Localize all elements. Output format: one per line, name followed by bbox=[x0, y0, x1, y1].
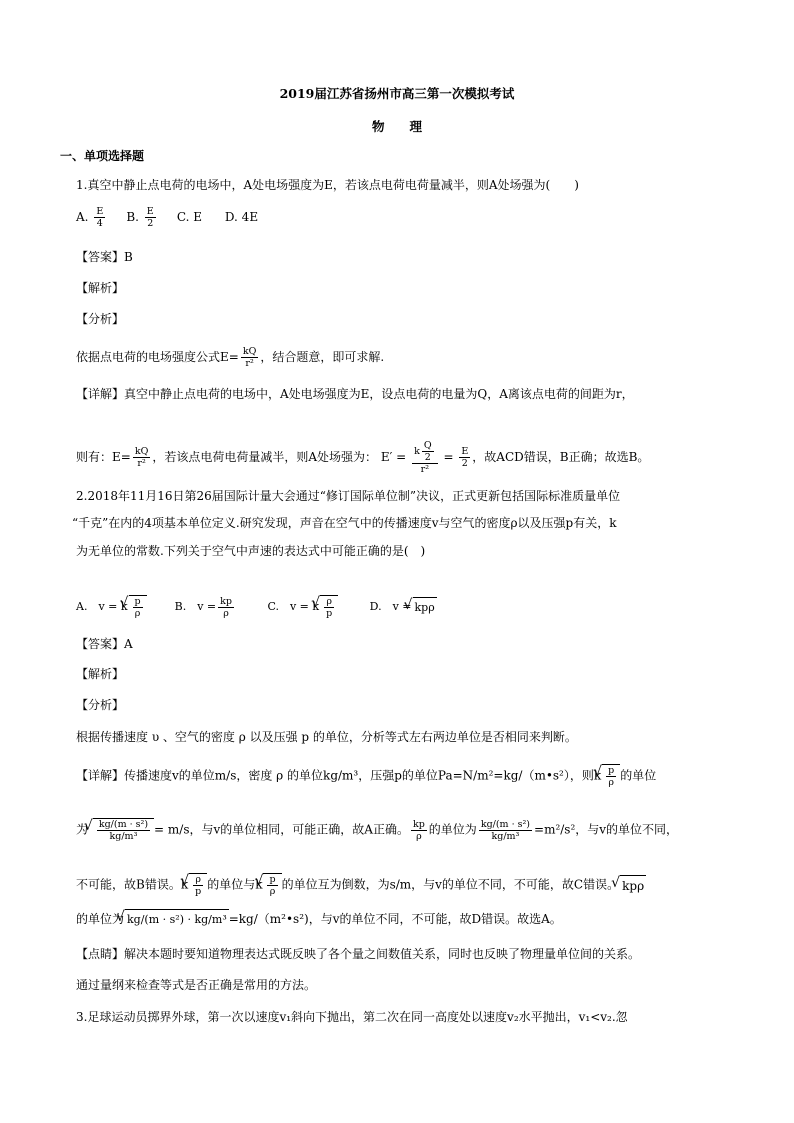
q1-opt-a-fraction: $\frac{E}{4}$ bbox=[96, 206, 104, 229]
q2-stem-line2: “千克”在内的4项基本单位定义.研究发现，声音在空气中的传播速度v与空气的密度ρ以及压强p有关，k bbox=[72, 516, 617, 530]
q2-options: A. v = k √ $\frac{p}{\rho}$ B. v = $\frac{kp}{\rho}$ C. v = k √ $\frac{\rho}{p}$ D. v =√ kpρ bbox=[76, 595, 437, 619]
q1-opt-b-fraction: $\frac{E}{2}$ bbox=[146, 206, 154, 229]
q1-detail-line1: 【详解】真空中静止点电荷的电场中，A处电场强度为E，设点电荷的电量为Q，A离该点电荷的间距为r， bbox=[76, 387, 634, 401]
q1-opt-b-label: B. bbox=[126, 210, 139, 224]
q2-detail-line4: 的单位为√ kg/(m · s²) · kg/m³ =kg/（m²•s²)，与v的单位不同，不可能，故D错误。故选A。 bbox=[76, 909, 562, 930]
subject-title: 物 理 bbox=[371, 119, 422, 134]
exam-title: 2019届江苏省扬州市高三第一次模拟考试 bbox=[279, 86, 515, 101]
q2-dianjing-line1: 【点睛】解决本题时要知道物理表达式既反映了各个量之间数值关系，同时也反映了物理量单位间的关系。 bbox=[76, 947, 641, 961]
q2-detail-line3: 不可能，故B错误。k √ $\frac{\rho}{p}$ 的单位与k √ $\frac{p}{\rho}$ 的单位互为倒数，为s/m，与v的单位不同，不可能，故C错误。√ kpρ bbox=[76, 873, 646, 897]
q3-stem: 3.足球运动员掷界外球，第一次以速度v₁斜向下抛出，第二次在同一高度处以速度v₂水平抛出，v₁<v₂.忽 bbox=[76, 1010, 628, 1024]
q1-detail-line2: 则有：E= $\frac{kQ}{\text{r²}}$ ，若该点电荷电荷量减半，则A处场强为： E′ = k $\frac{Q}{2}$ r² = $\frac{E}{2}$ ，故ACD错误，B正确；故选B。 bbox=[76, 440, 650, 475]
q2-analysis-label: 【解析】 bbox=[76, 667, 125, 681]
q2-stem-line1: 2.2018年11月16日第26届国际计量大会通过“修订国际单位制”决议，正式更新包括国际标准质量单位 bbox=[76, 489, 621, 503]
q2-answer: 【答案】A bbox=[76, 637, 133, 651]
q1-options bbox=[76, 206, 258, 229]
q2-fenxi-label: 【分析】 bbox=[76, 698, 125, 712]
q1-opt-c: C. E bbox=[176, 210, 202, 224]
q1-fenxi-label: 【分析】 bbox=[76, 312, 125, 326]
q2-stem-line3: 为无单位的常数.下列关于空气中声速的表达式中可能正确的是( ) bbox=[76, 544, 426, 558]
q1-fenxi-formula: $\frac{kQ}{\text{r²}}$ bbox=[242, 346, 257, 369]
q1-analysis-label: 【解析】 bbox=[76, 281, 125, 295]
q1-answer: 【答案】B bbox=[76, 250, 133, 264]
q2-dianjing-line2: 通过量纲来检查等式是否正确是常用的方法。 bbox=[76, 978, 317, 992]
q1-opt-d: D. 4E bbox=[224, 210, 259, 224]
q1-opt-a-label: A. bbox=[76, 210, 89, 224]
q2-fenxi-text: 根据传播速度 υ 、空气的密度 ρ 以及压强 p 的单位，分析等式左右两边单位是否相同来判断。 bbox=[76, 730, 577, 744]
q2-detail-line1: 【详解】传播速度v的单位m/s，密度 ρ 的单位kg/m³，压强p的单位Pa=N/m²=kg/（m•s²），则k √ $\frac{p}{\rho}$ 的单位 bbox=[76, 764, 656, 788]
q2-detail-line2: 为 √ $\frac{\text{kg/(m · s²)}}{\text{kg/m³}}$ = m/s，与v的单位相同，可能正确，故A正确。 $\frac{kp}{\rho}$ 的单位为 $\frac{\text{kg/(m · s²)}}{\text{kg/m³}}$ =m²/s²，与v的单位不同， bbox=[76, 818, 678, 842]
section-heading: 一、单项选择题 bbox=[60, 149, 145, 163]
q1-detail-compound-fraction: k $\frac{Q}{2}$ r² bbox=[412, 440, 438, 475]
q1-stem: 1.真空中静止点电荷的电场中，A处电场强度为E，若该点电荷电荷量减半，则A处场强为( ) bbox=[76, 178, 579, 192]
q1-fenxi-text: 依据点电荷的电场强度公式E= $\frac{kQ}{\text{r²}}$ ，结合题意，即可求解. bbox=[76, 346, 385, 369]
